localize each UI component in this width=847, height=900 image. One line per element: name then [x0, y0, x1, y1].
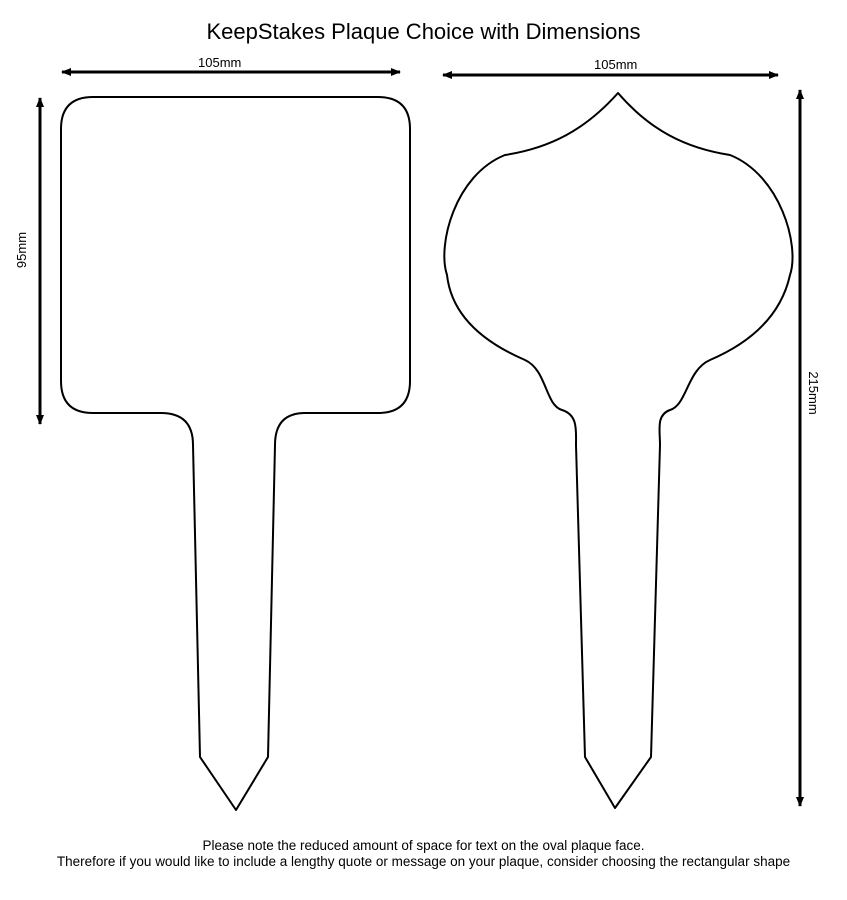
rect-height-label: 95mm	[14, 231, 29, 269]
rect-width-label: 105mm	[198, 55, 242, 70]
note-line-1: Please note the reduced amount of space for text on the oval plaque face.	[202, 838, 645, 853]
oval-plaque-outline	[444, 93, 792, 808]
diagram-title: KeepStakes Plaque Choice with Dimensions	[206, 19, 641, 44]
rectangular-plaque-outline	[61, 97, 410, 810]
oval-width-label: 105mm	[594, 57, 638, 72]
note-line-2: Therefore if you would like to include a lengthy quote or message on your plaque, consider choosing the rectangular shape	[56, 854, 791, 869]
oval-height-label: 215mm	[806, 371, 821, 415]
